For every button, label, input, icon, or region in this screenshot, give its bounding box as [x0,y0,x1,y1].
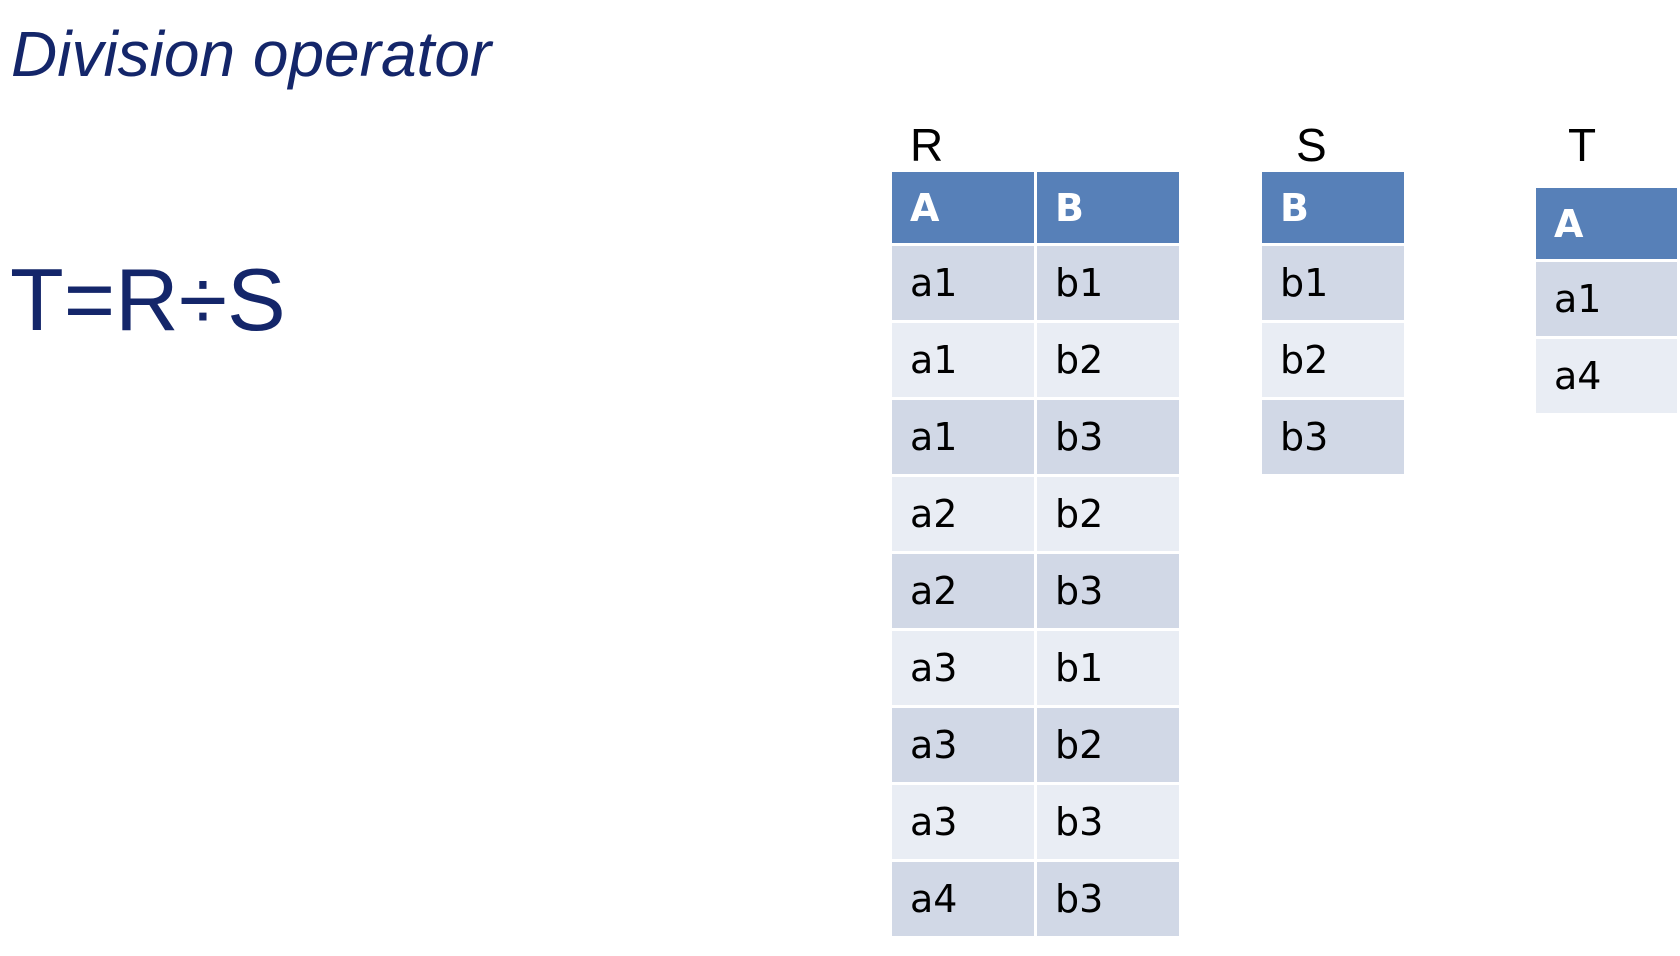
table-cell: b3 [1037,862,1179,936]
table-row [892,246,1179,320]
table-row [892,400,1179,474]
table-cell: b3 [1262,400,1404,474]
table-row [892,554,1179,628]
table-cell: b2 [1037,708,1179,782]
table-t-caption: T [1568,119,1597,171]
table-cell: a3 [892,708,1034,782]
table-cell: a3 [892,785,1034,859]
table-row [892,708,1179,782]
table-cell: a1 [892,246,1034,320]
table-cell: a3 [892,631,1034,705]
table-row [1262,400,1404,474]
table-row [892,785,1179,859]
table-header-row [1262,172,1404,243]
table-cell: a1 [892,400,1034,474]
table-row [1536,339,1677,413]
table-cell: a2 [892,554,1034,628]
column-header-b: B [1262,172,1404,243]
table-r-caption: R [910,119,944,171]
table-cell: b3 [1037,400,1179,474]
table-header-row [892,172,1179,243]
table-cell: b1 [1037,631,1179,705]
table-cell: b3 [1037,554,1179,628]
table-row [892,631,1179,705]
relation-s-table [1259,169,1407,477]
table-cell: a1 [892,323,1034,397]
table-cell: a1 [1536,262,1677,336]
table-cell: b2 [1037,323,1179,397]
table-row [892,477,1179,551]
table-cell: a4 [892,862,1034,936]
table-cell: a4 [1536,339,1677,413]
table-cell: b2 [1037,477,1179,551]
table-row [1262,323,1404,397]
column-header-b: B [1037,172,1179,243]
column-header-a: A [892,172,1034,243]
slide-title: Division operator [11,18,492,90]
table-header-row [1536,188,1677,259]
table-row [1536,262,1677,336]
table-cell: a2 [892,477,1034,551]
table-cell: b1 [1037,246,1179,320]
table-cell: b2 [1262,323,1404,397]
table-cell: b1 [1262,246,1404,320]
table-s-caption: S [1296,119,1327,171]
relation-t-table [1533,185,1680,416]
table-row [892,862,1179,936]
division-formula: T=R÷S [10,250,286,349]
table-cell: b3 [1037,785,1179,859]
column-header-a: A [1536,188,1677,259]
table-row [892,323,1179,397]
table-row [1262,246,1404,320]
relation-r-table [889,169,1182,939]
